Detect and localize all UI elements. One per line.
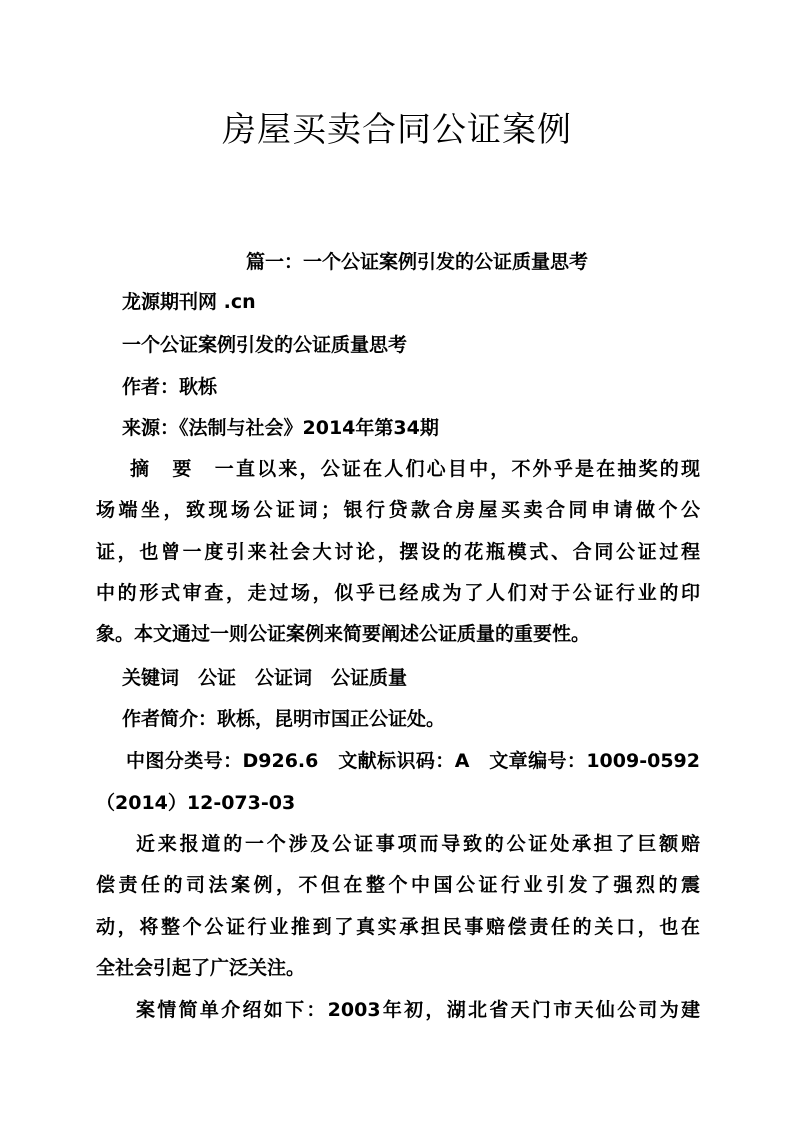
body-paragraph-line: 案情简单介绍如下：2003年初，湖北省天门市天仙公司为建 xyxy=(136,999,700,1021)
article-title: 一个公证案例引发的公证质量思考 xyxy=(122,334,408,356)
author-line: 作者：耿栎 xyxy=(122,376,218,398)
section-heading: 篇一：一个公证案例引发的公证质量思考 xyxy=(246,251,589,273)
body-paragraph-line: 全社会引起了广泛关注。 xyxy=(96,957,306,979)
abstract-line: 中的形式审查，走过场，似乎已经成为了人们对于公证行业的印 xyxy=(96,582,700,604)
body-paragraph-line: 偿责任的司法案例，不但在整个中国公证行业引发了强烈的震 xyxy=(96,874,700,896)
abstract-line: 象。本文通过一则公证案例来简要阐述公证质量的重要性。 xyxy=(96,623,591,645)
author-intro-line: 作者简介：耿栎，昆明市国正公证处。 xyxy=(122,708,446,730)
keywords-line: 关键词 公证 公证词 公证质量 xyxy=(122,667,408,689)
document-title: 房屋买卖合同公证案例 xyxy=(222,110,572,150)
site-name: 龙源期刊网 .cn xyxy=(122,291,256,313)
source-line: 来源：《法制与社会》2014年第34期 xyxy=(122,417,439,439)
abstract-line: 摘 要 一直以来，公证在人们心目中，不外乎是在抽奖的现 xyxy=(130,458,700,480)
classification-line: （2014）12-073-03 xyxy=(96,792,296,814)
abstract-line: 证，也曾一度引来社会大讨论，摆设的花瓶模式、合同公证过程 xyxy=(96,541,700,563)
body-paragraph-line: 动，将整个公证行业推到了真实承担民事赔偿责任的关口，也在 xyxy=(96,916,700,938)
body-paragraph-line: 近来报道的一个涉及公证事项而导致的公证处承担了巨额赔 xyxy=(136,833,700,855)
abstract-line: 场端坐，致现场公证词；银行贷款合房屋买卖合同申请做个公 xyxy=(96,499,700,521)
classification-line: 中图分类号：D926.6 文献标识码：A 文章编号：1009-0592 xyxy=(126,750,700,772)
